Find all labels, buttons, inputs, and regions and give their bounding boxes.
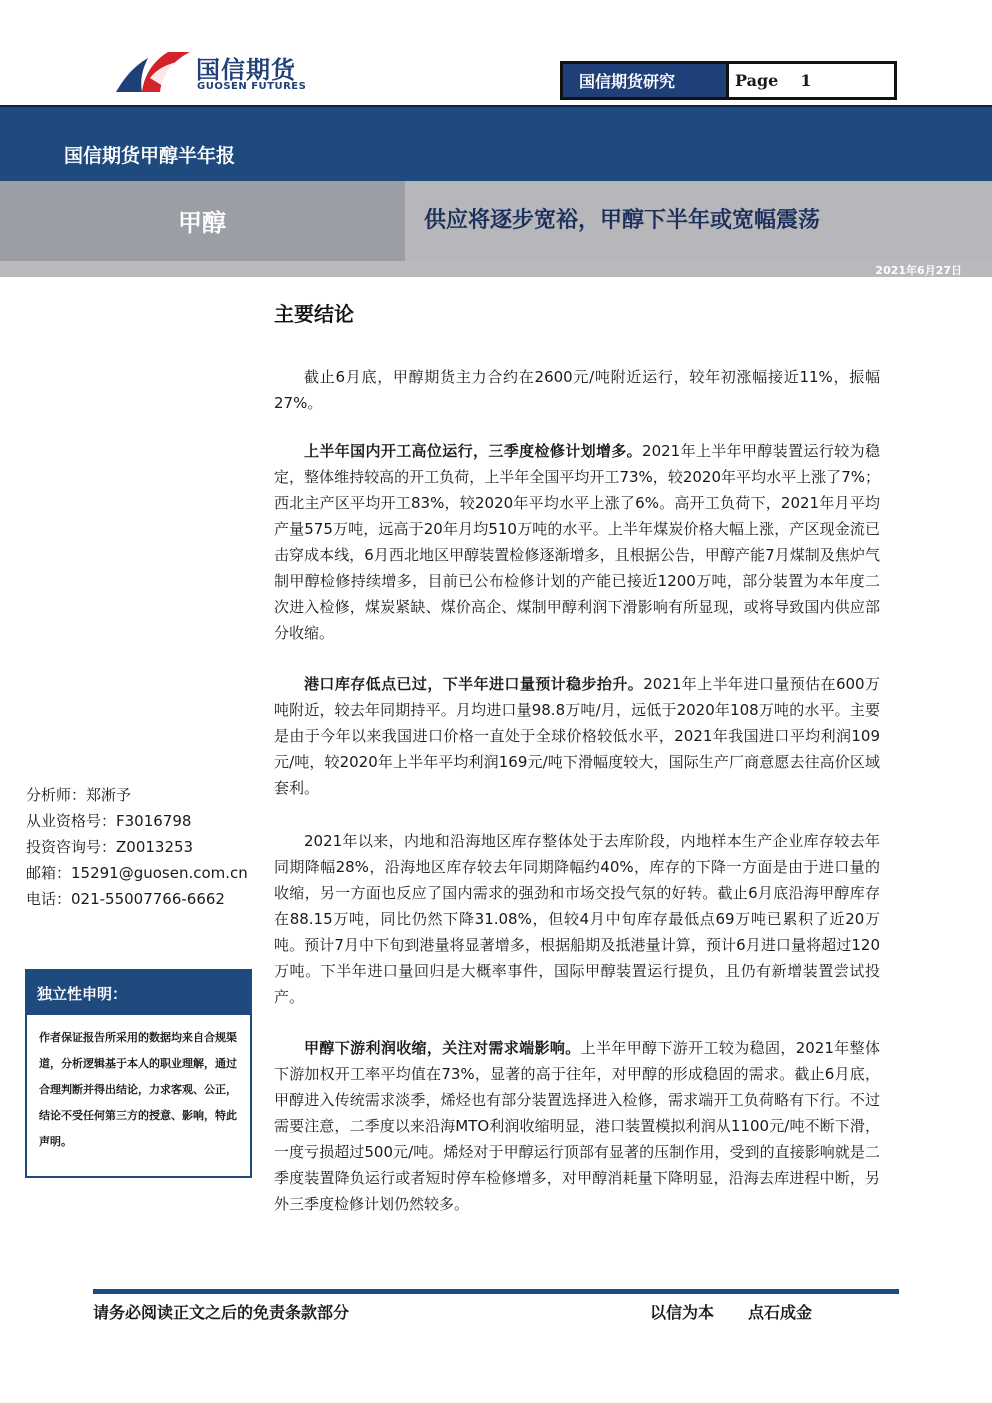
analyst-consult-number: 投资咨询号：Z0013253 (26, 838, 194, 856)
paragraph-text: 2021年上半年进口量预估在600万吨附近，较去年同期持平。月均进口量98.8万吨/月，远低于2020年108万吨的水平。主要是由于今年以来我国进口价格一直处于全球价格较低水平，2021年我国进口平均利润109元/吨，较2020年上半年平均利润169元/吨下滑幅度较大，国际生产厂商意愿去往高价区域套利。 (274, 675, 880, 797)
analyst-info (26, 782, 248, 912)
paragraph (274, 1035, 880, 1217)
analyst-phone: 电话：021-55007766-6662 (26, 890, 225, 908)
logo-text-cn: 国信期货 (196, 56, 296, 84)
guosen-logo-icon (112, 48, 192, 96)
paragraph-text: 截止6月底，甲醇期货主力合约在2600元/吨附近运行，较年初涨幅接近11%，振幅27%。 (274, 368, 880, 412)
date-band (0, 261, 992, 277)
paragraph-lead: 甲醇下游利润收缩，关注对需求端影响。 (304, 1039, 581, 1057)
page-indicator (560, 61, 897, 100)
commodity-block (0, 181, 405, 261)
commodity-name: 甲醇 (178, 209, 226, 237)
statement-title: 独立性申明： (27, 971, 250, 1015)
paragraph-lead: 港口库存低点已过，下半年进口量预计稳步抬升。 (304, 675, 644, 693)
report-type-banner (0, 105, 992, 181)
page-number: 1 (800, 71, 812, 90)
logo-text-en: GUOSEN FUTURES (197, 81, 307, 92)
analyst-qualification: 从业资格号：F3016798 (26, 812, 192, 830)
motto-2: 点石成金 (748, 1303, 813, 1322)
statement-body: 作者保证报告所采用的数据均来自合规渠道，分析逻辑基于本人的职业理解，通过合理判断并得出结论，力求客观、公正，结论不受任何第三方的授意、影响，特此声明。 (39, 1031, 237, 1148)
research-label: 国信期货研究 (563, 64, 729, 97)
paragraph-text: 2021年上半年甲醇装置运行较为稳定，整体维持较高的开工负荷，上半年全国平均开工73%，较2020年平均水平上涨了7%；西北主产区平均开工83%，较2020年平均水平上涨了6%。高开工负荷下，2021年月平均产量575万吨，远高于20年月均510万吨的水平。上半年煤炭价格大幅上涨，产区现金流已击穿成本线，6月西北地区甲醇装置检修逐渐增多，且根据公告，甲醇产能7月煤制及焦炉气制甲醇检修持续增多，目前已公布检修计划的产能已接近1200万吨，部分装置为本年度二次进入检修，煤炭紧缺、煤价高企、煤制甲醇利润下滑影响有所显现，或将导致国内供应部分收缩。 (274, 442, 880, 642)
paragraph (274, 671, 880, 801)
headline-banner (0, 181, 992, 261)
paragraph (274, 438, 880, 646)
motto-1: 以信为本 (650, 1303, 715, 1322)
paragraph-text: 2021年以来，内地和沿海地区库存整体处于去库阶段，内地样本生产企业库存较去年同期降幅28%，沿海地区库存较去年同期降幅约40%，库存的下降一方面是由于进口量的收缩，另一方面也反应了国内需求的强劲和市场交投气氛的好转。截止6月底沿海甲醇库存在88.15万吨，同比仍然下降31.08%，但较4月中旬库存最低点69万吨已累积了近20万吨。预计7月中下旬到港量将显著增多，根据船期及抵港量计算，预计6月进口量将超过120万吨。下半年进口量回归是大概率事件，国际甲醇装置运行提负，且仍有新增装置尝试投产。 (274, 832, 880, 1006)
report-headline: 供应将逐步宽裕，甲醇下半年或宽幅震荡 (424, 208, 821, 233)
page-label: Page (735, 71, 779, 90)
footer-motto (650, 1300, 812, 1323)
paragraph (274, 828, 880, 1010)
analyst-email: 邮箱：15291@guosen.com.cn (26, 864, 248, 882)
report-date: 2021年6月27日 (875, 264, 962, 277)
independence-statement (25, 969, 252, 1178)
analyst-name: 分析师：郑淅予 (26, 786, 132, 804)
section-title: 主要结论 (274, 302, 354, 326)
footer-divider (93, 1289, 899, 1294)
report-type: 国信期货甲醇半年报 (64, 145, 236, 167)
paragraph-text: 上半年甲醇下游开工较为稳固，2021年整体下游加权开工率平均值在73%，显著的高于往年，对甲醇的形成稳固的需求。截止6月底，甲醇进入传统需求淡季，烯烃也有部分装置选择进入检修，需求端开工负荷略有下行。不过需要注意，二季度以来沿海MTO利润收缩明显，港口装置模拟利润从1100元/吨不断下滑，一度亏损超过500元/吨。烯烃对于甲醇运行顶部有显著的压制作用，受到的直接影响就是二季度装置降负运行或者短时停车检修增多，对甲醇消耗量下降明显，沿海去库进程中断，另外三季度检修计划仍然较多。 (274, 1039, 880, 1213)
paragraph-lead: 上半年国内开工高位运行，三季度检修计划增多。 (304, 442, 643, 460)
paragraph (274, 364, 880, 416)
footer-disclaimer-note: 请务必阅读正文之后的免责条款部分 (93, 1303, 350, 1322)
